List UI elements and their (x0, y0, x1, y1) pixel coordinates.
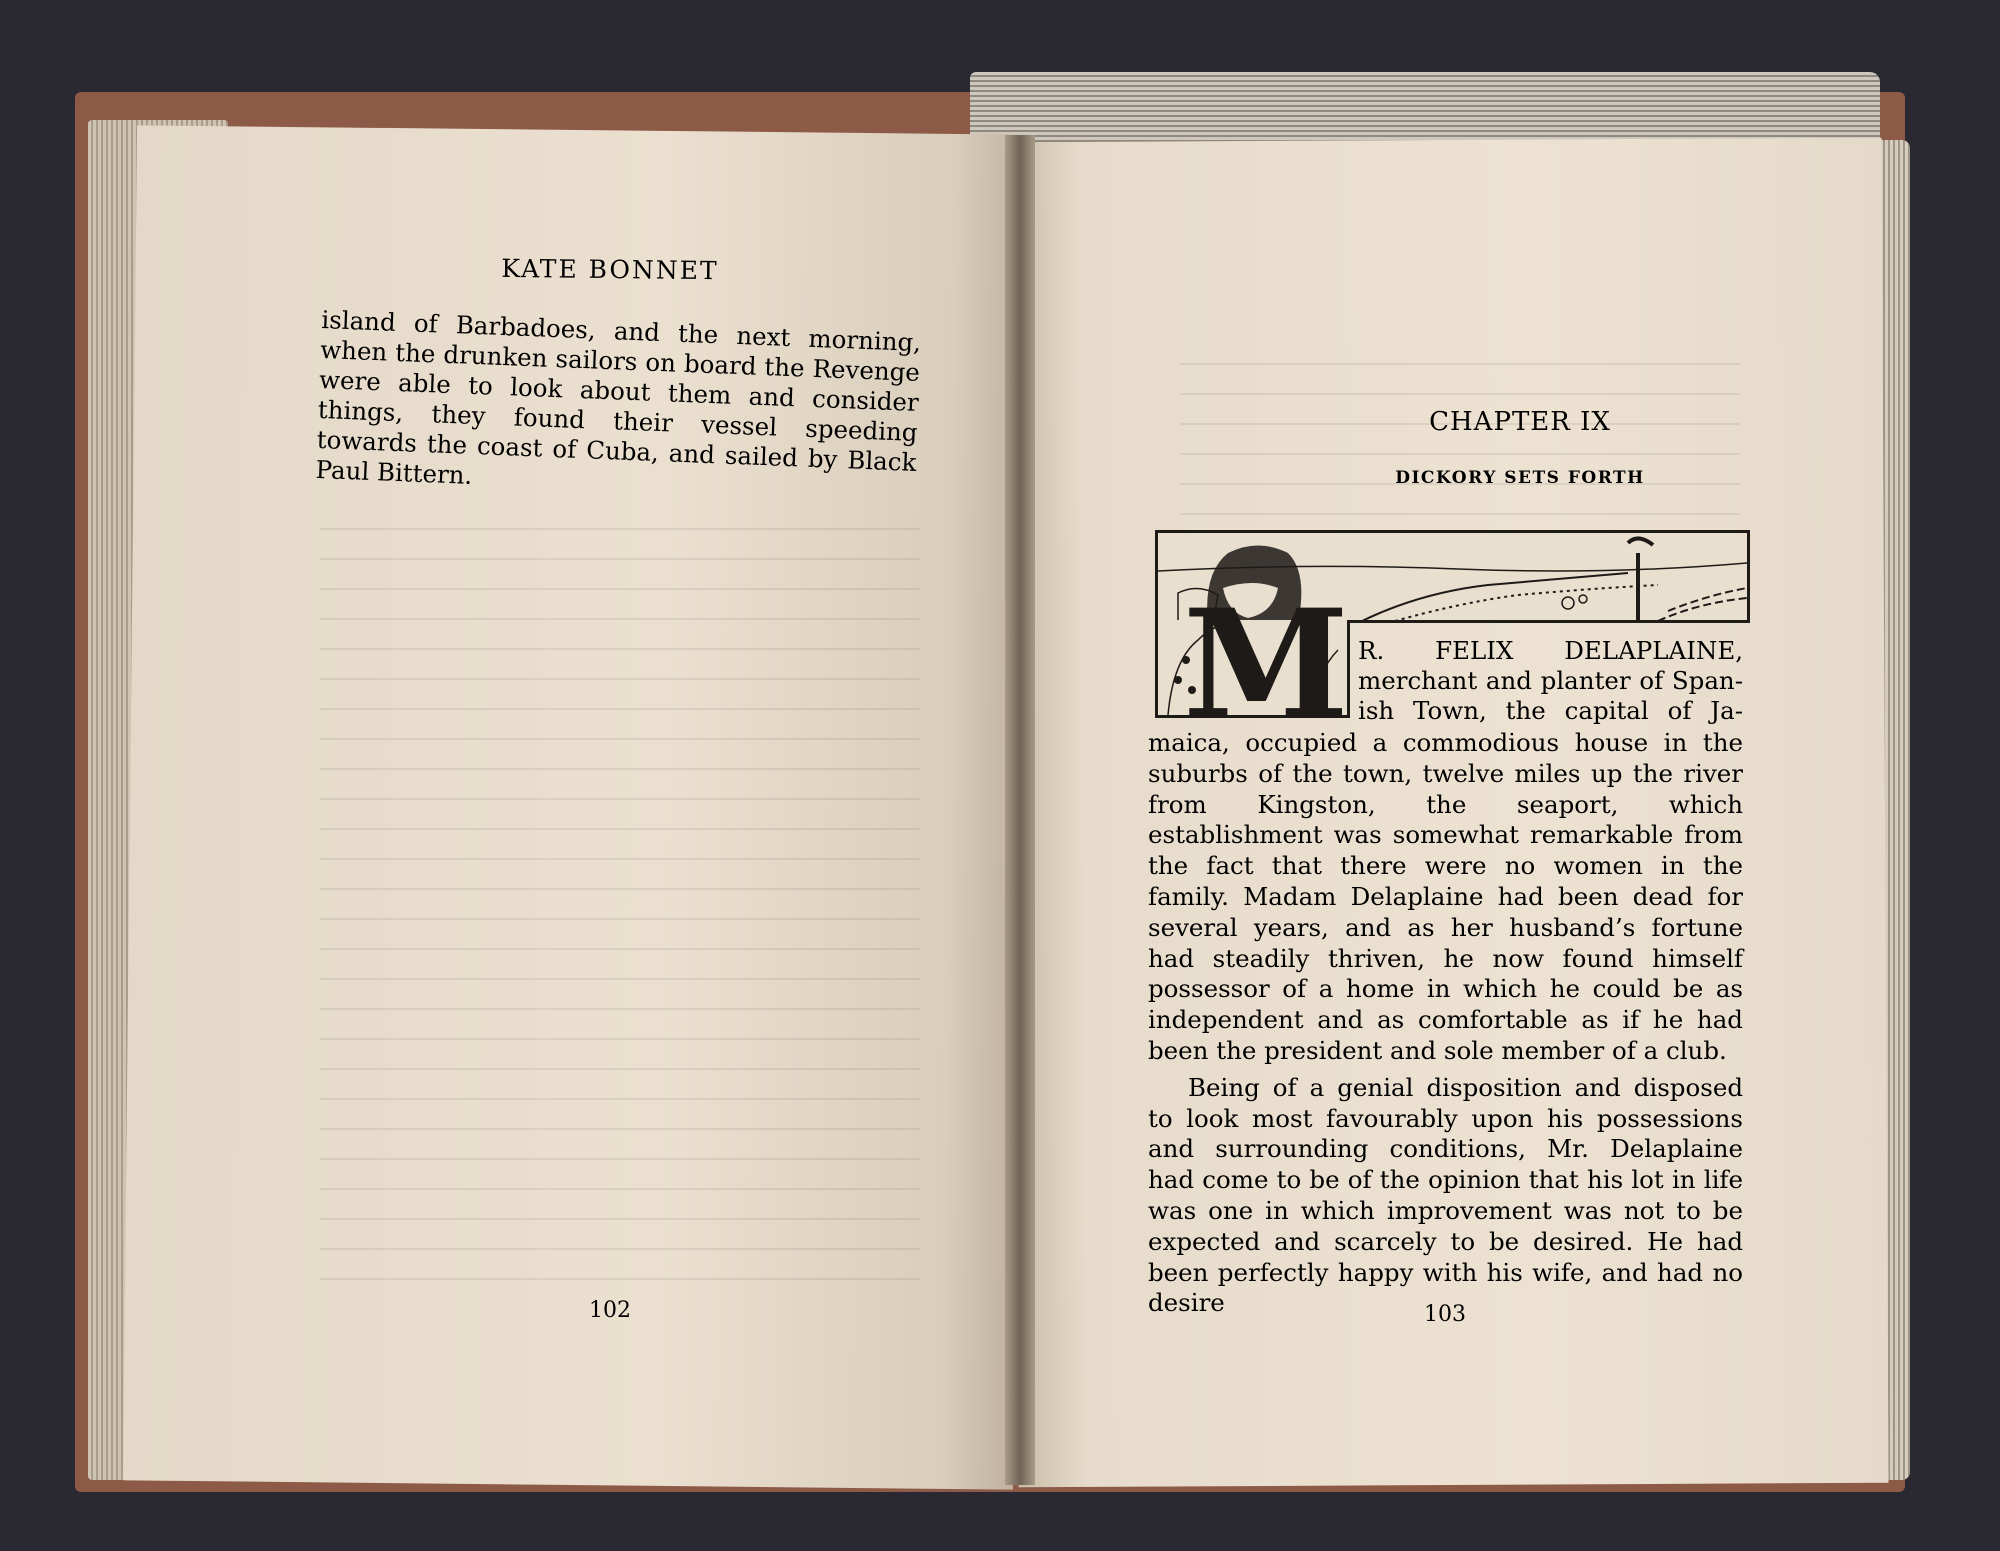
left-page-text (315, 305, 921, 508)
page-number: 103 (1424, 1302, 1466, 1327)
page-number: 102 (589, 1298, 631, 1323)
text-line: merchant and planter of Span- (1358, 666, 1743, 695)
paragraph: Being of a genial disposition and disposed to look most favourably upon his possessions and surrounding conditions, Mr. Delaplaine had come to be of the opinion that his lot in life was one in which improvement was not to be expected and scarcely to be desired. He had been perfectly happy with his wife, and had no desire (1148, 1072, 1743, 1318)
book-gutter (1005, 135, 1035, 1485)
chapter-subtitle: DICKORY SETS FORTH (1395, 468, 1645, 488)
text-line: ish Town, the capital of Ja- (1358, 696, 1743, 725)
right-page-text (1148, 728, 1743, 1319)
paragraph: island of Barbadoes, and the next morning, when the drunken sailors on board the Revenge were able to look about them and consider things, they found their vessel speeding towards the coast of Cuba, and sailed by Black Paul Bittern. (315, 305, 922, 490)
opening-lines (1358, 636, 1743, 726)
chapter-title: CHAPTER IX (1429, 407, 1611, 437)
running-head: KATE BONNET (501, 253, 719, 286)
text-line: R. FELIX DELAPLAINE, (1358, 636, 1743, 665)
paragraph: maica, occupied a commodious house in the suburbs of the town, twelve miles up the river from Kingston, the seaport, which establishment was somewhat remarkable from the fact that there were no women in the family. Madam Delaplaine had been dead for several years, and as her husband’s fortune had steadily thriven, he now found himself possessor of a home in which he could be as independent and as comfortable as if he had been the president and sole member of a club. (1148, 728, 1743, 1065)
bleed-through (320, 500, 920, 1280)
drop-cap-letter: M (1183, 577, 1350, 753)
